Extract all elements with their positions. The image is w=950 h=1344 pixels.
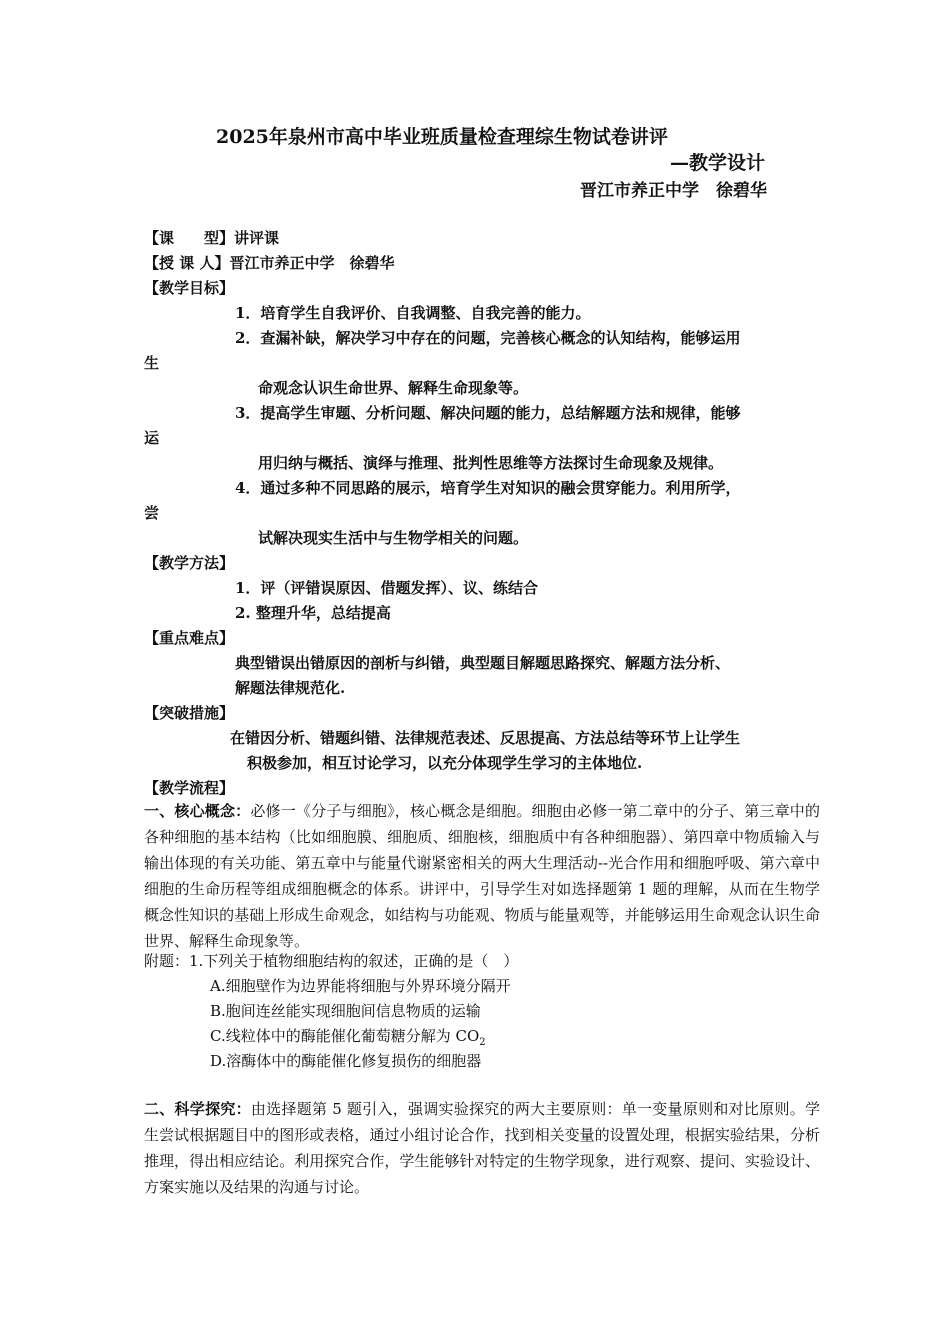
objectives-label: 【教学目标】 (144, 279, 235, 297)
document-title: 2025年泉州市高中毕业班质量检查理综生物试卷讲评 (216, 126, 668, 148)
objective-2-wrap: 生 (144, 354, 160, 372)
objective-4-line1: 4．通过多种不同思路的展示，培育学生对知识的融会贯穿能力。利用所学， (235, 479, 741, 497)
objective-3-line1: 3．提高学生审题、分析问题、解决问题的能力，总结解题方法和规律，能够 (235, 404, 741, 422)
teacher-row (144, 252, 394, 273)
breakthrough-label: 【突破措施】 (144, 704, 235, 722)
section-science-inquiry (144, 1096, 820, 1200)
option-c (210, 1025, 486, 1048)
breakthrough-line1: 在错因分析、错题纠错、法律规范表述、反思提高、方法总结等环节上让学生 (230, 729, 741, 747)
option-b: B.胞间连丝能实现细胞间信息物质的运输 (210, 1002, 481, 1020)
option-c-subscript: 2 (479, 1037, 486, 1048)
author-line: 晋江市养正中学 徐碧华 (580, 181, 767, 201)
flow-label: 【教学流程】 (144, 779, 235, 797)
option-a: A.细胞壁作为边界能将细胞与外界环境分隔开 (210, 977, 511, 995)
section-core-concept (144, 798, 820, 954)
breakthrough-line2: 积极参加，相互讨论学习，以充分体现学生学习的主体地位. (247, 754, 643, 772)
document-subtitle: —教学设计 (670, 152, 766, 174)
objective-3-wrap: 运 (144, 429, 160, 447)
section-science-inquiry-heading: 二、科学探究： (144, 1100, 251, 1118)
key-points-line1: 典型错误出错原因的剖析与纠错，典型题目解题思路探究、解题方法分析、 (235, 654, 731, 672)
method-2: 2. 整理升华，总结提高 (235, 604, 391, 622)
teacher-value: 晋江市养正中学 徐碧华 (229, 254, 395, 272)
key-points-label: 【重点难点】 (144, 629, 235, 647)
methods-label: 【教学方法】 (144, 554, 235, 572)
key-points-line2: 解题法律规范化. (235, 679, 346, 697)
option-d: D.溶酶体中的酶能催化修复损伤的细胞器 (210, 1052, 482, 1070)
method-1: 1．评（评错误原因、借题发挥）、议、练结合 (235, 579, 538, 597)
attached-question: 附题：1.下列关于植物细胞结构的叙述，正确的是（ ） (144, 952, 519, 970)
objective-2-line2: 命观念认识生命世界、解释生命现象等。 (258, 379, 529, 397)
objective-2-line1: 2．查漏补缺，解决学习中存在的问题，完善核心概念的认知结构，能够运用 (235, 329, 741, 347)
objective-3-line2: 用归纳与概括、演绎与推理、批判性思维等方法探讨生命现象及规律。 (258, 454, 724, 472)
section-core-concept-text: 必修一《分子与细胞》，核心概念是细胞。细胞由必修一第二章中的分子、第三章中的各种细胞的基本结构（比如细胞膜、细胞质、细胞核，细胞质中有各种细胞器）、第四章中物质输入与输出体现的有关功能、第五章中与能量代谢紧密相关的两大生理活动--光合作用和细胞呼吸、第六章中细胞的生命历程等组成细胞概念的体系。讲评中，引导学生对如选择题第 1 题的理解，从而在生物学概念性知识的基础上形成生命观念，如结构与功能观、物质与能量观等，并能够运用生命观念认识生命世界、解释生命现象等。 (144, 802, 820, 950)
teacher-label: 【授 课 人】 (144, 254, 230, 272)
section-science-inquiry-text: 由选择题第 5 题引入，强调实验探究的两大主要原则：单一变量原则和对比原则。学生尝试根据题目中的图形或表格，通过小组讨论合作，找到相关变量的设置处理，根据实验结果，分析推理，得出相应结论。利用探究合作，学生能够针对特定的生物学现象，进行观察、提问、实验设计、方案实施以及结果的沟通与讨论。 (144, 1100, 820, 1196)
course-type-row (144, 227, 279, 248)
objective-4-wrap: 尝 (144, 504, 160, 522)
objective-4-line2: 试解决现实生活中与生物学相关的问题。 (258, 529, 529, 547)
objective-1: 1．培育学生自我评价、自我调整、自我完善的能力。 (235, 304, 591, 322)
option-c-text: C.线粒体中的酶能催化葡萄糖分解为 CO (210, 1027, 480, 1045)
course-type-label: 【课 型】 (144, 229, 235, 247)
section-core-concept-heading: 一、核心概念： (144, 802, 251, 820)
course-type-value: 讲评课 (234, 229, 280, 247)
